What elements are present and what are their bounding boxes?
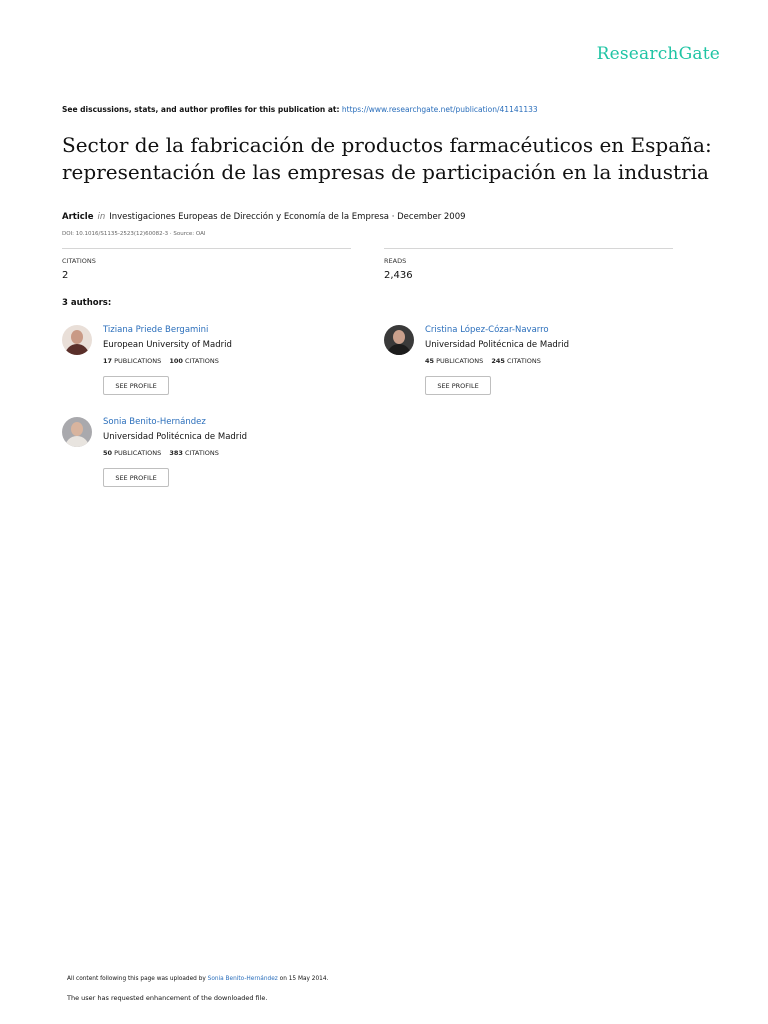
publications-count: 17 [103,357,113,365]
see-profile-button[interactable]: SEE PROFILE [425,376,491,395]
avatar-face [393,330,405,344]
avatar[interactable] [384,325,414,355]
divider-reads [384,248,673,249]
author-name-link[interactable]: Sonia Benito-Hernández [103,417,206,427]
author-institution: Universidad Politécnica de Madrid [425,340,570,350]
author-name-link[interactable]: Cristina López-Cózar-Navarro [425,325,549,335]
publication-meta [62,212,466,222]
upload-note [67,976,328,982]
author-card [62,417,362,497]
publication-type: Article [62,212,94,222]
author-card [384,325,684,405]
enhancement-note: The user has requested enhancement of the downloaded file. [67,994,268,1002]
see-profile-button[interactable]: SEE PROFILE [103,376,169,395]
citations-label: CITATIONS [185,449,219,457]
upload-prefix: All content following this page was uploaded by [67,976,206,982]
upload-suffix: on 15 May 2014. [279,976,329,982]
author-stats [103,449,219,457]
citations-label: CITATIONS [185,357,219,365]
researchgate-logo[interactable]: ResearchGate [596,44,720,64]
author-card [62,325,362,405]
see-profile-button[interactable]: SEE PROFILE [103,468,169,487]
publications-label: PUBLICATIONS [114,357,162,365]
author-stats [103,357,219,365]
publications-label: PUBLICATIONS [436,357,484,365]
doi-source: DOI: 10.1016/S1135-2523(12)60082-3 · Source: OAI [62,231,206,237]
citations-label: CITATIONS [62,257,96,265]
author-name-link[interactable]: Tiziana Priede Bergamini [103,325,209,335]
avatar-body [65,344,89,355]
publications-count: 50 [103,449,113,457]
citations-count: 100 [169,357,183,365]
avatar-body [387,344,411,355]
publication-title: Sector de la fabricación de productos farmacéuticos en España: representación de las empresas de participación en la industria [62,133,712,184]
author-institution: Universidad Politécnica de Madrid [103,432,248,442]
publications-label: PUBLICATIONS [114,449,162,457]
reads-label: READS [384,257,407,265]
avatar[interactable] [62,417,92,447]
avatar-face [71,330,83,344]
citations-count: 245 [491,357,505,365]
avatar[interactable] [62,325,92,355]
citations-count: 383 [169,449,183,457]
author-stats [425,357,541,365]
publication-venue-date: Investigaciones Europeas de Dirección y Economía de la Empresa · December 2009 [109,212,466,222]
in-word: in [97,212,106,222]
publications-count: 45 [425,357,435,365]
avatar-body [65,436,89,447]
citations-label: CITATIONS [507,357,541,365]
reads-value: 2,436 [384,270,413,281]
author-institution: European University of Madrid [103,340,232,350]
avatar-face [71,422,83,436]
discussions-label: See discussions, stats, and author profiles for this publication at: [62,105,340,114]
citations-value: 2 [62,270,69,281]
publication-url-link[interactable]: https://www.researchgate.net/publication/41141133 [341,105,538,114]
discussions-line [62,105,538,114]
uploader-link[interactable]: Sonia Benito-Hernández [207,976,278,982]
authors-heading: 3 authors: [62,298,112,308]
divider-citations [62,248,351,249]
